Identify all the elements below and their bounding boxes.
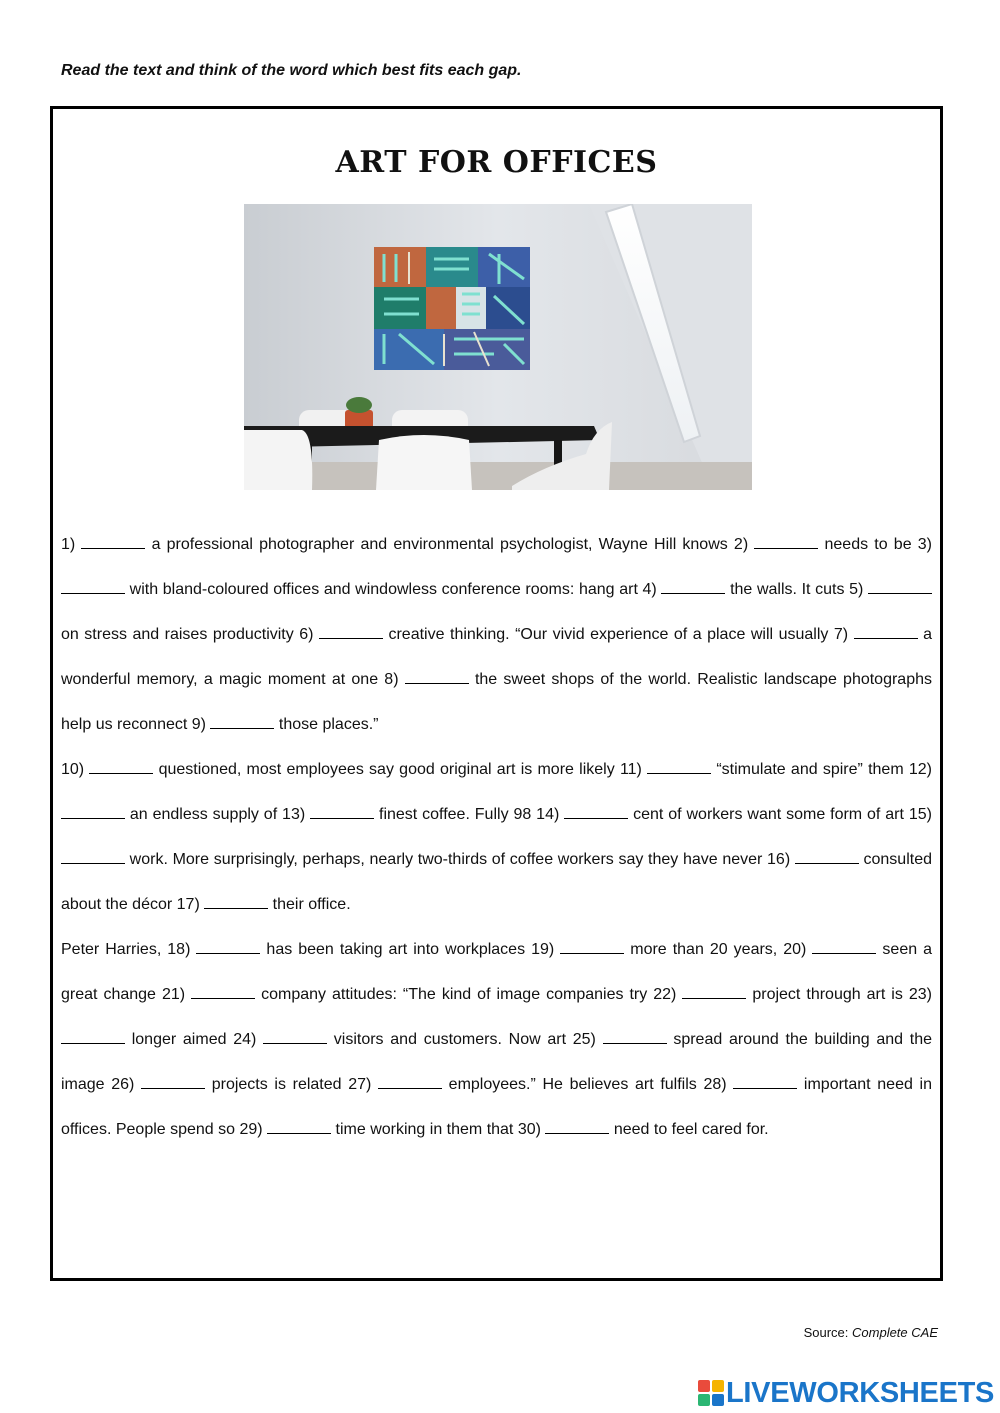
gap-7[interactable]: [854, 624, 918, 639]
gap-17[interactable]: [204, 894, 268, 909]
paragraph-1: 1) a professional photographer and environmental psychologist, Wayne Hill knows 2) needs to be 3) with bland-coloured offices and windowless conference rooms: hang art 4) the walls. It cuts 5) on stress and raises productivity 6) creative thinking. “Our vivid experience of a place will usually 7) a wonderful memory, a magic moment at one 8) the sweet shops of the world. Realistic landscape photographs help us reconnect 9) those places.”: [61, 536, 933, 733]
paragraph-3: Peter Harries, 18) has been taking art into workplaces 19) more than 20 years, 20) seen a great change 21) company attitudes: “The kind of image companies try 22) project through art is 23) longer aimed 24) visitors and customers. Now art 25) spread around the building and the image 26) projects is related 27) employees.” He believes art fulfils 28) important need in offices. People spend so 29) time working in them that 30) need to feel cared for.: [61, 941, 933, 1138]
gap-19[interactable]: [560, 939, 624, 954]
instruction-text: Read the text and think of the word which best fits each gap.: [61, 62, 522, 79]
gap-4[interactable]: [661, 579, 725, 594]
gap-9[interactable]: [210, 714, 274, 729]
liveworksheets-brand[interactable]: [698, 1376, 994, 1410]
gap-25[interactable]: [603, 1029, 667, 1044]
source-label: Source:: [803, 1325, 849, 1340]
gap-13[interactable]: [310, 804, 374, 819]
gap-11[interactable]: [647, 759, 711, 774]
gap-15[interactable]: [61, 849, 125, 864]
gap-12[interactable]: [61, 804, 125, 819]
paragraph-2: 10) questioned, most employees say good original art is more likely 11) “stimulate and spire” them 12) an endless supply of 13) finest coffee. Fully 98 14) cent of workers want some form of art 15) work. More surprisingly, perhaps, nearly two-thirds of coffee workers say they have never 16) consulted about the décor 17) their office.: [61, 761, 933, 913]
gap-16[interactable]: [795, 849, 859, 864]
source-credit: [804, 1325, 938, 1340]
gap-23[interactable]: [61, 1029, 125, 1044]
gap-8[interactable]: [405, 669, 469, 684]
gap-29[interactable]: [267, 1119, 331, 1134]
worksheet-frame: [50, 106, 943, 1281]
worksheet-title: ART FOR OFFICES: [335, 145, 658, 180]
gap-28[interactable]: [733, 1074, 797, 1089]
gap-6[interactable]: [319, 624, 383, 639]
gap-21[interactable]: [191, 984, 255, 999]
gap-1[interactable]: [81, 534, 145, 549]
gap-26[interactable]: [141, 1074, 205, 1089]
brand-name: LIVEWORKSHEETS: [726, 1376, 995, 1409]
gap-27[interactable]: [378, 1074, 442, 1089]
gap-18[interactable]: [196, 939, 260, 954]
gap-5[interactable]: [868, 579, 932, 594]
gap-30[interactable]: [545, 1119, 609, 1134]
gap-14[interactable]: [564, 804, 628, 819]
liveworksheets-logo-icon: [698, 1380, 724, 1406]
gap-3[interactable]: [61, 579, 125, 594]
gap-10[interactable]: [89, 759, 153, 774]
gap-24[interactable]: [263, 1029, 327, 1044]
gap-20[interactable]: [812, 939, 876, 954]
office-photo: [244, 204, 752, 490]
gap-2[interactable]: [754, 534, 818, 549]
gap-22[interactable]: [682, 984, 746, 999]
source-title: Complete CAE: [852, 1325, 938, 1340]
